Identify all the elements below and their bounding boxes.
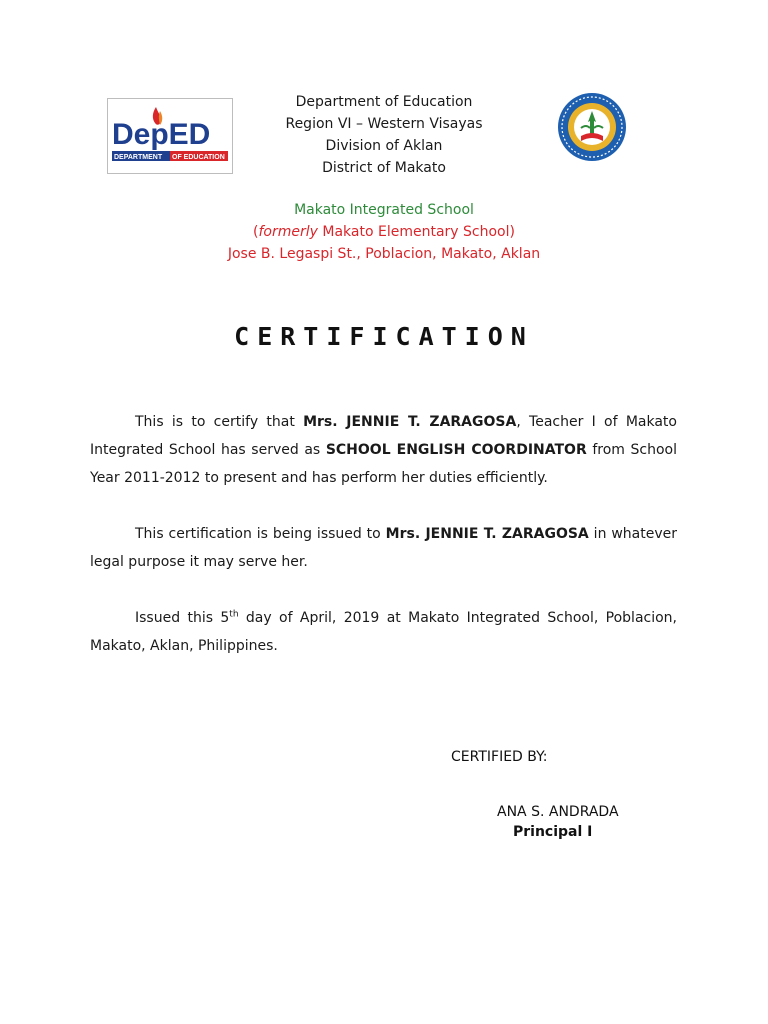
department-name: Department of Education — [295, 94, 473, 110]
document-title: CERTIFICATION — [234, 322, 534, 351]
certified-by-label: CERTIFIED BY: — [451, 749, 548, 765]
deped-subtitle-left: DEPARTMENT — [114, 154, 163, 161]
school-address: Jose B. Legaspi St., Poblacion, Makato, Aklan — [227, 246, 541, 262]
former-school-name: (formerly Makato Elementary School) — [253, 224, 515, 240]
deped-subtitle-right: OF EDUCATION — [172, 154, 225, 161]
district-name: District of Makato — [322, 160, 446, 176]
school-name: Makato Integrated School — [294, 202, 474, 218]
coordinator-role: SCHOOL ENGLISH COORDINATOR — [325, 442, 587, 458]
paragraph-issued: Issued this 5th day of April, 2019 at Makato Integrated School, Poblacion, Makato, Aklan, Philippines. — [90, 609, 677, 654]
teacher-name: Mrs. JENNIE T. ZARAGOSA — [303, 414, 517, 430]
teacher-name: Mrs. JENNIE T. ZARAGOSA — [385, 526, 589, 542]
division-name: Division of Aklan — [325, 138, 443, 154]
region-name: Region VI – Western Visayas — [285, 116, 483, 132]
agency-letterhead — [0, 91, 768, 179]
signatory-position: Principal I — [513, 824, 593, 840]
paragraph-purpose: This certification is being issued to Mrs. JENNIE T. ZARAGOSA in whatever legal purpose it may serve her. — [90, 526, 678, 570]
signatory-name: ANA S. ANDRADA — [497, 804, 619, 820]
school-letterhead — [0, 199, 768, 265]
paragraph-service: This is to certify that Mrs. JENNIE T. ZARAGOSA, Teacher I of Makato Integrated School has served as SCHOOL ENGLISH COORDINATOR from School Year 2011-2012 to present and has perform her duties efficiently. — [90, 414, 677, 486]
deped-wordmark: DepED — [112, 118, 211, 151]
